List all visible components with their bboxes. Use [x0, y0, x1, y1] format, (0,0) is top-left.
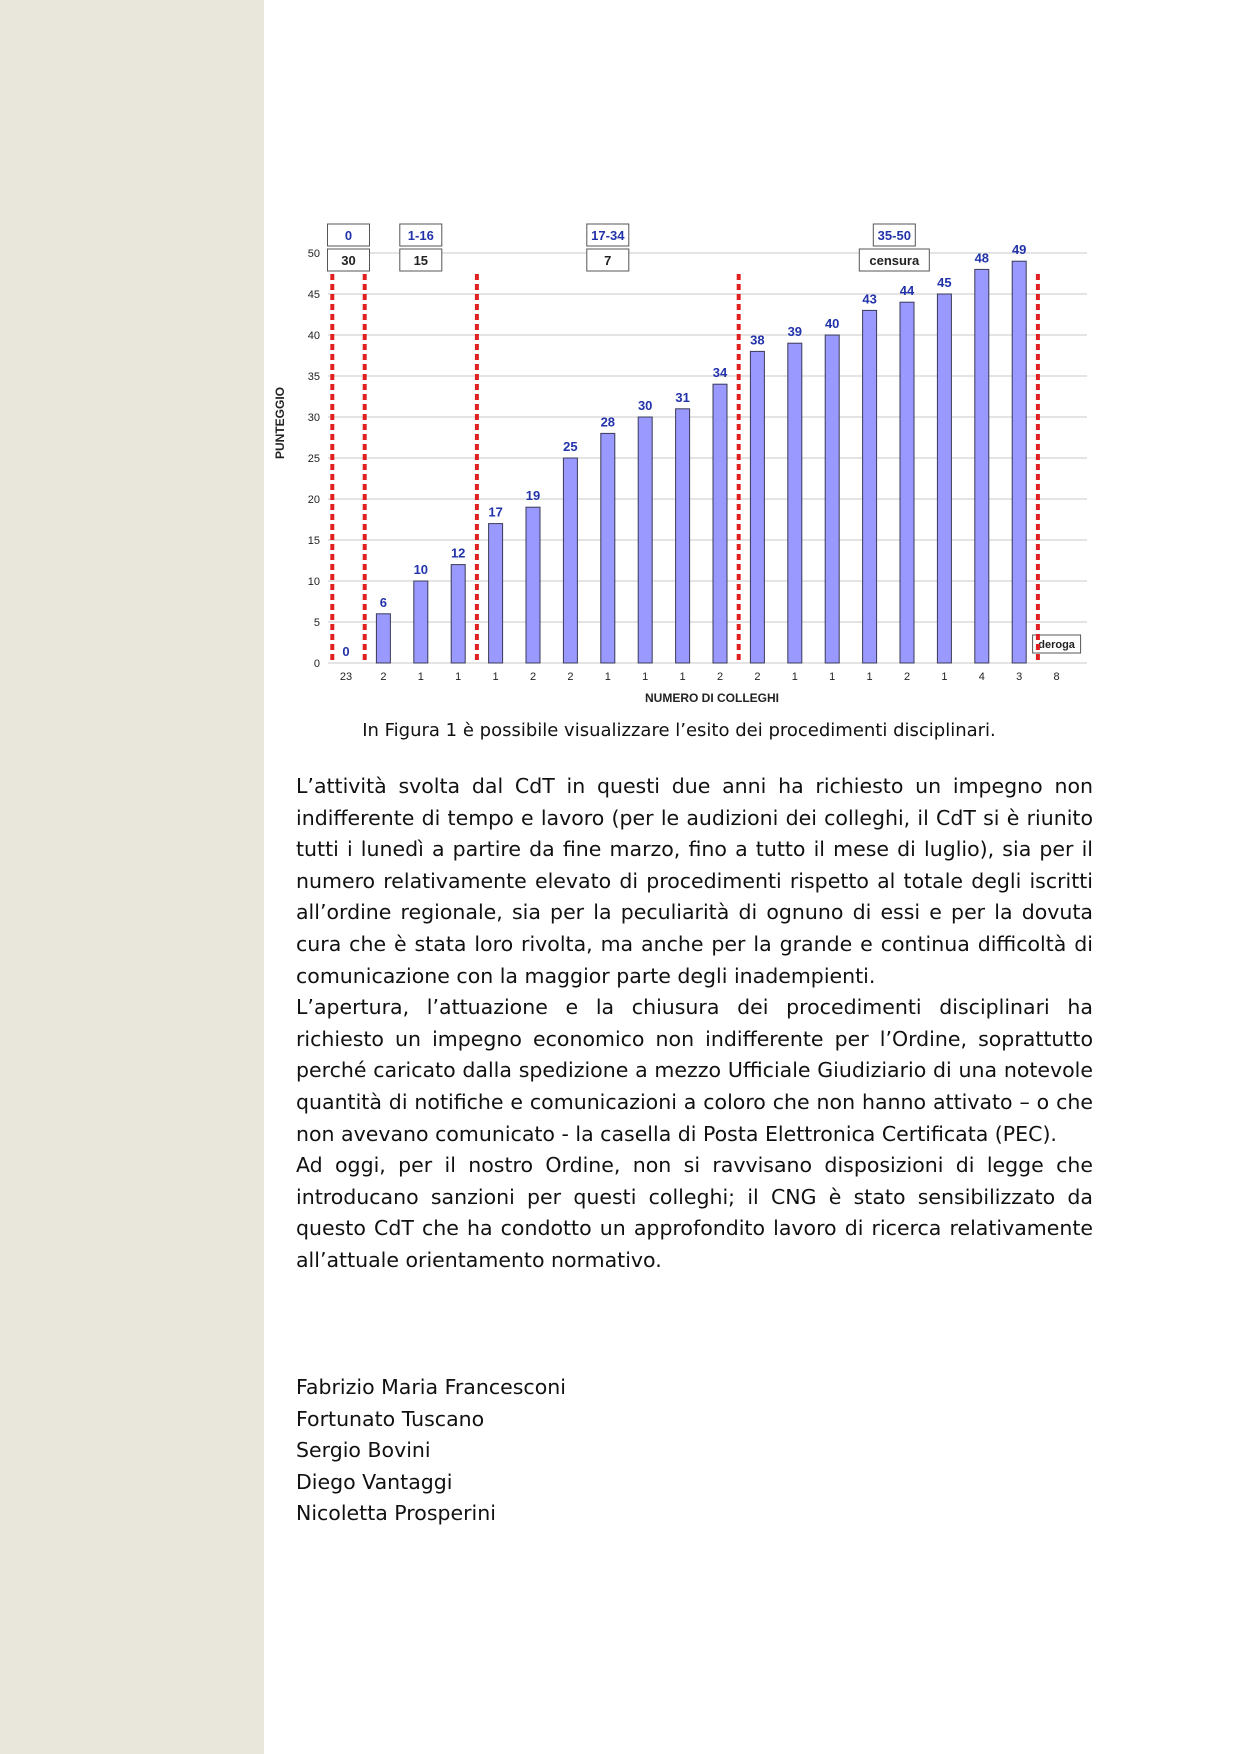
paragraph: Ad oggi, per il nostro Ordine, non si ravvisano disposizioni di legge che introducano sanzioni per questi colleghi; il CNG è stato sensibilizzato da questo CdT che ha condotto un approfondito lavoro di ricerca relativamente all’attuale orientamento normativo. [296, 1153, 1093, 1272]
x-tick-label: 4 [978, 671, 985, 683]
y-tick-label: 15 [307, 535, 320, 547]
bar-value-label: 31 [675, 389, 690, 405]
bar [750, 351, 764, 663]
bar [526, 507, 540, 663]
x-tick-label: 1 [829, 671, 836, 683]
bar-value-label: 25 [563, 439, 578, 454]
bar-value-label: 43 [862, 291, 877, 307]
signatory-name: Diego Vantaggi [296, 1469, 453, 1494]
y-tick-label: 0 [313, 658, 320, 670]
x-tick-label: 23 [339, 671, 353, 683]
range-value-label: 7 [604, 253, 612, 268]
range-value-label: 15 [413, 253, 429, 268]
bar-value-label: 30 [637, 398, 653, 413]
x-tick-label: 2 [380, 671, 387, 683]
bar [638, 417, 652, 663]
range-value-label: 30 [341, 253, 356, 268]
x-tick-label: 8 [1053, 671, 1060, 683]
bar [863, 310, 877, 663]
x-tick-label: 1 [941, 671, 948, 683]
bar-value-label: 10 [413, 562, 429, 577]
x-tick-label: 1 [604, 671, 611, 683]
x-tick-label: 1 [492, 671, 499, 683]
x-tick-label: 1 [455, 671, 462, 683]
signatory-name: Nicoletta Prosperini [296, 1501, 496, 1526]
bar-value-label: 45 [937, 275, 952, 290]
bar [601, 433, 615, 663]
x-tick-label: 1 [679, 671, 686, 683]
y-tick-label: 25 [307, 453, 320, 465]
x-tick-label: 2 [529, 671, 537, 683]
figure-1-chart [262, 218, 1100, 708]
signatory-name: Fortunato Tuscano [296, 1406, 485, 1431]
bar-value-label: 40 [824, 316, 840, 331]
bar-value-label: 44 [899, 283, 915, 299]
range-label: 1-16 [407, 228, 434, 243]
bar-value-label: 28 [600, 414, 616, 430]
y-tick-label: 40 [307, 330, 320, 342]
bar [900, 302, 914, 663]
deroga-label: deroga [1038, 639, 1075, 651]
y-tick-label: 20 [307, 494, 320, 506]
bar-value-label: 48 [974, 250, 990, 266]
bar-chart-svg [262, 218, 1100, 708]
bar [788, 343, 802, 663]
x-tick-label: 2 [567, 671, 574, 683]
bar-value-label: 0 [342, 644, 350, 659]
body-text [296, 771, 1093, 1277]
figure-caption: In Figura 1 è possibile visualizzare l’esito dei procedimenti disciplinari. [362, 720, 996, 741]
range-label: 35-50 [877, 228, 911, 243]
bar [414, 581, 428, 663]
bar-value-label: 6 [379, 594, 388, 610]
bar [451, 565, 465, 663]
x-tick-label: 2 [903, 671, 911, 683]
bar [825, 335, 839, 663]
bar [489, 524, 503, 663]
bar-value-label: 38 [750, 332, 765, 348]
bar-value-label: 17 [488, 504, 503, 520]
bar [975, 269, 989, 663]
paragraph: L’attività svolta dal CdT in questi due anni ha richiesto un impegno non indifferente di tempo e lavoro (per le audizioni dei colleghi, il CdT si è riunito tutti i lunedì a partire da fine marzo, fino a tutto il mese di luglio), sia per il numero relativamente elevato di procedimenti rispetto al totale degli iscritti all’ordine regionale, sia per la peculiarità di ognuno di essi e per la dovuta cura che è stata loro rivolta, ma anche per la grande e continua difficoltà di comunicazione con la maggior parte degli inadempienti. [296, 774, 1093, 988]
bar-value-label: 19 [525, 488, 541, 504]
bar [1012, 261, 1026, 663]
bar-value-label: 49 [1011, 242, 1027, 258]
x-tick-label: 2 [754, 671, 761, 683]
range-label: 17-34 [591, 228, 625, 243]
y-tick-label: 30 [307, 412, 320, 424]
x-axis-title: NUMERO DI COLLEGHI [645, 691, 779, 705]
y-axis-title: PUNTEGGIO [273, 386, 287, 460]
x-tick-label: 1 [791, 671, 798, 683]
y-tick-label: 45 [307, 289, 320, 301]
signature-list [296, 1372, 566, 1530]
bar [676, 409, 690, 663]
x-tick-label: 2 [716, 671, 724, 683]
bar-value-label: 34 [712, 365, 728, 381]
bar [713, 384, 727, 663]
y-tick-label: 10 [307, 576, 320, 588]
signatory-name: Fabrizio Maria Francesconi [296, 1375, 566, 1399]
page-margin-band [0, 0, 264, 1754]
range-label: 0 [344, 228, 353, 243]
y-tick-label: 5 [313, 617, 320, 629]
x-tick-label: 1 [642, 671, 649, 683]
bar [563, 458, 577, 663]
bar-value-label: 39 [787, 324, 803, 340]
signatory-name: Sergio Bovini [296, 1438, 431, 1463]
x-tick-label: 1 [417, 671, 424, 683]
range-value-label: censura [869, 253, 920, 268]
x-tick-label: 3 [1016, 671, 1023, 683]
y-tick-label: 35 [307, 371, 320, 383]
x-tick-label: 1 [866, 671, 873, 683]
y-tick-label: 50 [307, 248, 320, 260]
bar [937, 294, 951, 663]
bar [376, 614, 390, 663]
paragraph: L’apertura, l’attuazione e la chiusura dei procedimenti disciplinari ha richiesto un impegno economico non indifferente per l’Ordine, soprattutto perché caricato dalla spedizione a mezzo Ufficiale Giudiziario di una notevole quantità di notifiche e comunicazioni a coloro che non hanno attivato – o che non avevano comunicato - la casella di Posta Elettronica Certificata (PEC). [296, 995, 1093, 1146]
bar-value-label: 12 [450, 545, 466, 561]
